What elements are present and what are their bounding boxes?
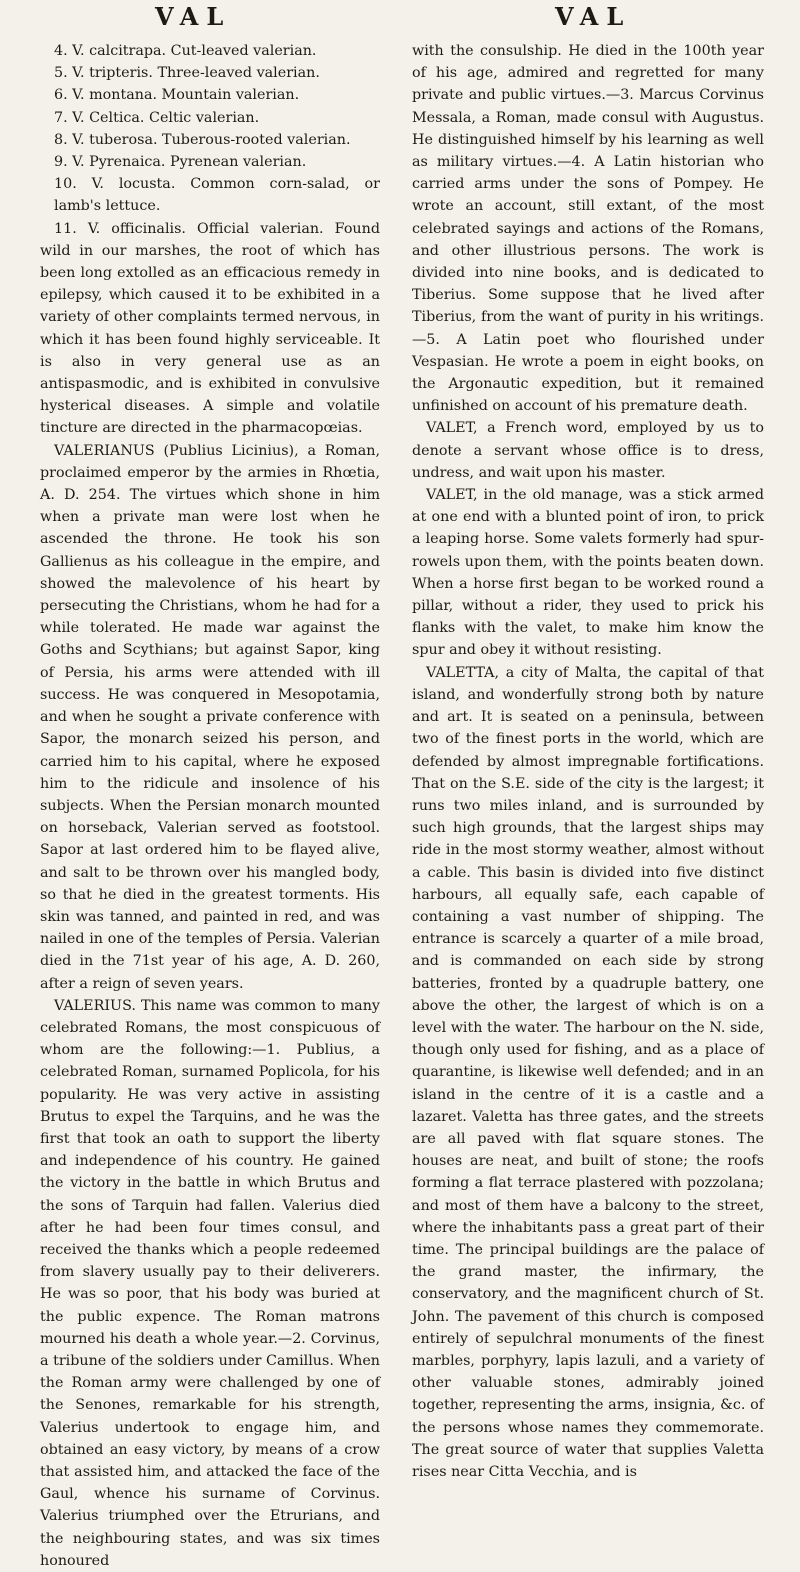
list-item: 4. V. calcitrapa. Cut-leaved valerian. [54,43,317,59]
right-column [412,40,764,1483]
entry-officinalis: 11. V. officinalis. Official valerian. Found wild in our marshes, the root of which has been long extolled as an efficacious remedy in epilepsy, which caused it to be exhibited in a variety of other complaints termed nervous, in which it has been found highly serviceable. It is also in very general use as an antispasmodic, and is exhibited in convulsive hysterical diseases. A simple and volatile tincture are directed in the pharmacopœias. [40,220,380,437]
list-item: 5. V. tripteris. Three-leaved valerian. [54,65,320,82]
list-item: 10. V. locusta. Common corn-salad, or lamb's lettuce. [54,176,380,215]
entry-valetta: VALETTA, a city of Malta, the capital of that island, and wonderfully strong both by nature and art. It is seated on a peninsula, between two of the finest ports in the world, which are defended by almost impregnable fortifications. That on the S.E. side of the city is the largest; it runs two miles inland, and is surrounded by such high grounds, that the largest ships may ride in the most stormy weather, almost without a cable. This basin is divided into five distinct harbours, all equally safe, each capable of containing a vast number of shipping. The entrance is scarcely a quarter of a mile broad, and is commanded on each side by strong batteries, fronted by a quadruple battery, one above the other, the largest of which is on a level with the water. The harbour on the N. side, though only used for fishing, and as a place of quarantine, is likewise well defended; and in an island in the centre of it is a castle and a lazaret. Valetta has three gates, and the streets are all paved with flat square stones. The houses are neat, and built of stone; the roofs forming a flat terrace plastered with pozzolana; and most of them have a balcony to the street, where the inhabitants pass a great part of their time. The principal buildings are the palace of the grand master, the infirmary, the conservatory, and the magnificent church of St. John. The pavement of this church is composed entirely of sepulchral monuments of the finest marbles, porphyry, lapis lazuli, and a variety of other valuable stones, admirably joined together, representing the arms, insignia, &c. of the persons whose names they commemorate. The great source of water that supplies Valetta rises near Citta Vecchia, and is [412,664,765,1480]
list-item: 9. V. Pyrenaica. Pyrenean valerian. [54,154,307,171]
entry-valerius-continued: with the consulship. He died in the 100th year of his age, admired and regretted for many private and public virtues.—3. Marcus Corvinus Messala, a Roman, made consul with Augustus. He distinguished himself by his learning as well as military virtues.—4. A Latin historian who carried arms under the sons of Pompey. He wrote an account, still extant, of the most celebrated sayings and actions of the Romans, and other illustrious persons. The work is divided into nine books, and is dedicated to Tiberius. Some suppose that he lived after Tiberius, from the want of purity in his writings.—5. A Latin poet who flourished under Vespasian. He wrote a poem in eight books, on the Argonautic expedition, but it remained unfinished on account of his premature death. [412,43,764,415]
entry-valerius: VALERIUS. This name was common to many celebrated Romans, the most conspicuous of whom are the following:—1. Publius, a celebrated Roman, surnamed Poplicola, for his popularity. He was very active in assisting Brutus to expel the Tarquins, and he was the first that took an oath to support the liberty and independence of his country. He gained the victory in the battle in which Brutus and the sons of Tarquin had fallen. Valerius died after he had been four times consul, and received the thanks which a people redeemed from slavery usually pay to their deliverers. He was so poor, that his body was buried at the public expence. The Roman matrons mourned his death a whole year.—2. Corvinus, a tribune of the soldiers under Camillus. When the Roman army were challenged by one of the Senones, remarkable for his strength, Valerius undertook to engage him, and obtained an easy victory, by means of a crow that assisted him, and attacked the face of the Gaul, whence his surname of Corvinus. Valerius triumphed over the Etrurians, and the neighbouring states, and was six times honoured [40,997,380,1569]
entry-valet-manage: VALET, in the old manage, was a stick armed at one end with a blunted point of iron, to prick a leaping horse. Some valets formerly had spur-rowels upon them, with the points beaten down. When a horse first began to be worked round a pillar, without a rider, they used to prick his flanks with the valet, to make him know the spur and obey it without resisting. [412,487,764,659]
running-head-left: VAL [155,2,232,31]
list-item: 7. V. Celtica. Celtic valerian. [54,109,260,126]
entry-valerianus: VALERIANUS (Publius Licinius), a Roman, proclaimed emperor by the armies in Rhœtia, A. D. 254. The virtues which shone in him when a private man were lost when he ascended the throne. He took his son Gallienus as his colleague in the empire, and showed the malevolence of his heart by persecuting the Christians, whom he had for a while tolerated. He made war against the Goths and Scythians; but against Sapor, king of Persia, his arms were attended with ill success. He was conquered in Mesopotamia, and when he sought a private conference with Sapor, the monarch seized his person, and carried him to his capital, where he exposed him to the ridicule and insolence of his subjects. When the Persian monarch mounted on horseback, Valerian served as footstool. Sapor at last ordered him to be flayed alive, and salt to be thrown over his mangled body, so that he died in the greatest torments. His skin was tanned, and painted in red, and was nailed in one of the temples of Persia. Valerian died in the 71st year of his age, A. D. 260, after a reign of seven years. [40,442,380,992]
entry-valet: VALET, a French word, employed by us to denote a servant whose office is to dress, undress, and wait upon his master. [412,420,764,481]
list-item: 6. V. montana. Mountain valerian. [54,87,300,104]
left-column [40,40,380,1572]
running-head-right: VAL [555,2,632,31]
list-item: 8. V. tuberosa. Tuberous-rooted valerian. [54,131,351,148]
